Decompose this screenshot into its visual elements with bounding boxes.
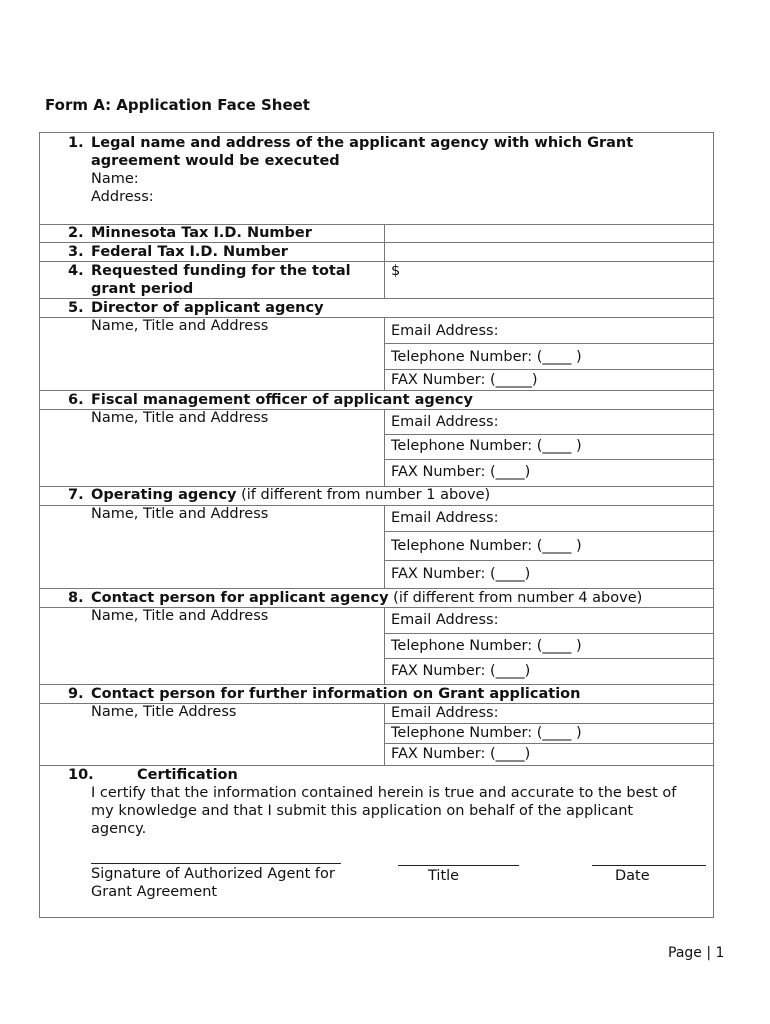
s7-number: 7.	[68, 487, 84, 503]
s7-fax-label: FAX Number: (____)	[391, 566, 531, 582]
column-divider	[384, 703, 385, 765]
column-divider	[384, 505, 385, 588]
s1-title-line1: Legal name and address of the applicant agency with which Grant	[91, 135, 634, 151]
column-divider	[384, 317, 385, 390]
signature-line[interactable]	[91, 863, 341, 864]
s2-label: Minnesota Tax I.D. Number	[91, 225, 312, 241]
s8-heading	[68, 589, 643, 607]
s7-phone-label: Telephone Number: (____ )	[391, 538, 582, 554]
s4-label-line2: grant period	[91, 281, 194, 297]
title-label: Title	[428, 868, 460, 884]
s4-label-line1: Requested funding for the total	[91, 263, 351, 279]
s5-phone-label: Telephone Number: (____ )	[391, 349, 582, 365]
row-divider	[384, 369, 714, 370]
s10-statement-line2: my knowledge and that I submit this application on behalf of the applicant	[91, 803, 634, 819]
s5-fax-label: FAX Number: (_____)	[391, 372, 538, 388]
s10-number: 10.	[68, 767, 94, 783]
s1-title-line2: agreement would be executed	[91, 153, 340, 169]
s6-email-label: Email Address:	[391, 414, 499, 430]
row-divider	[384, 560, 714, 561]
s6-phone-label: Telephone Number: (____ )	[391, 438, 582, 454]
s5-subtitle: Name, Title and Address	[91, 318, 269, 334]
s8-phone-label: Telephone Number: (____ )	[391, 638, 582, 654]
s9-number: 9.	[68, 686, 84, 702]
s8-title: Contact person for applicant agency	[91, 590, 389, 606]
s8-email-label: Email Address:	[391, 612, 499, 628]
s8-fax-label: FAX Number: (____)	[391, 663, 531, 679]
s5-title: Director of applicant agency	[91, 300, 324, 316]
column-divider	[384, 607, 385, 684]
column-divider	[384, 224, 385, 298]
row-divider	[384, 434, 714, 435]
s7-heading	[68, 486, 491, 504]
s7-email-label: Email Address:	[391, 510, 499, 526]
date-line[interactable]	[592, 865, 706, 866]
s9-phone-label: Telephone Number: (____ )	[391, 725, 582, 741]
s6-number: 6.	[68, 392, 84, 408]
column-divider	[384, 409, 385, 486]
row-divider	[384, 633, 714, 634]
s10-statement-line3: agency.	[91, 821, 147, 837]
s8-subtitle: Name, Title and Address	[91, 608, 269, 624]
row-divider	[384, 343, 714, 344]
s6-fax-label: FAX Number: (____)	[391, 464, 531, 480]
s4-funding-value: $	[391, 263, 401, 279]
title-line[interactable]	[398, 865, 519, 866]
s10-title: Certification	[137, 767, 238, 783]
s1-address-label: Address:	[91, 189, 154, 205]
s8-number: 8.	[68, 590, 84, 606]
s7-note: (if different from number 1 above)	[236, 487, 491, 503]
row-divider	[384, 531, 714, 532]
s7-title: Operating agency	[91, 487, 237, 503]
signature-label-line2: Grant Agreement	[91, 884, 218, 900]
s10-statement-line1: I certify that the information contained herein is true and accurate to the best of	[91, 785, 677, 801]
row-divider	[384, 658, 714, 659]
s1-number: 1.	[68, 135, 84, 151]
s5-number: 5.	[68, 300, 84, 316]
s9-subtitle: Name, Title Address	[91, 704, 237, 720]
s1-name-label: Name:	[91, 171, 139, 187]
s5-email-label: Email Address:	[391, 323, 499, 339]
s3-label: Federal Tax I.D. Number	[91, 244, 288, 260]
s9-title: Contact person for further information on Grant application	[91, 686, 581, 702]
row-divider	[384, 743, 714, 744]
page-number: Page | 1	[668, 945, 725, 961]
s8-note: (if different from number 4 above)	[388, 590, 643, 606]
s7-subtitle: Name, Title and Address	[91, 506, 269, 522]
s9-email-label: Email Address:	[391, 705, 499, 721]
date-label: Date	[615, 868, 650, 884]
row-divider	[384, 459, 714, 460]
s4-number: 4.	[68, 263, 84, 279]
signature-label-line1: Signature of Authorized Agent for	[91, 866, 335, 882]
s9-fax-label: FAX Number: (____)	[391, 746, 531, 762]
s6-subtitle: Name, Title and Address	[91, 410, 269, 426]
s6-title: Fiscal management officer of applicant agency	[91, 392, 473, 408]
s3-number: 3.	[68, 244, 84, 260]
s2-number: 2.	[68, 225, 84, 241]
form-title: Form A: Application Face Sheet	[45, 96, 310, 114]
